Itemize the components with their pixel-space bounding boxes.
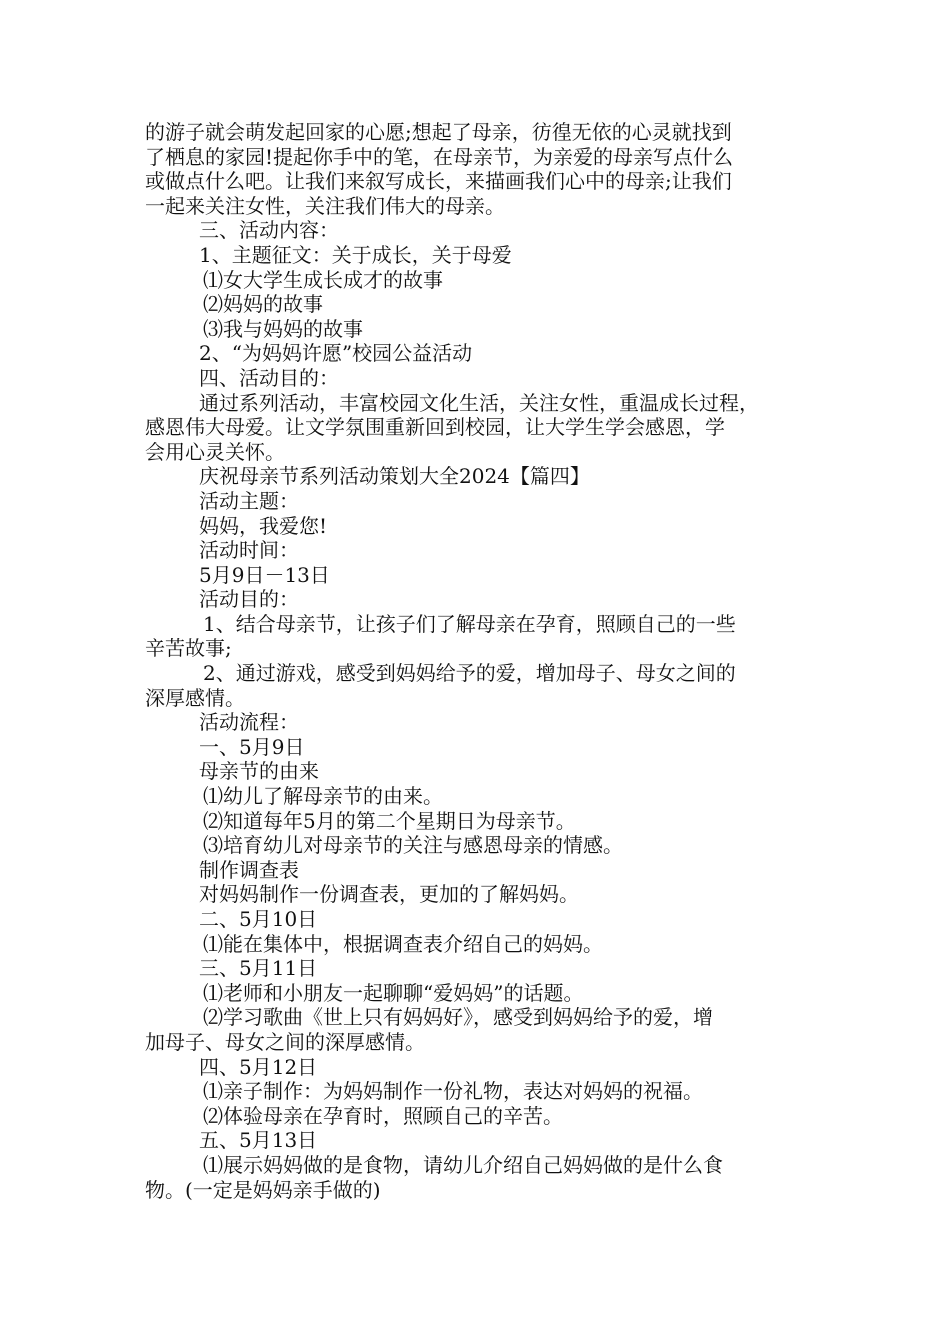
text-line: 物。(一定是妈妈亲手做的) [145,1177,381,1202]
text-line: 妈妈，我爱您! [199,513,328,538]
section-heading: 四、5月12日 [199,1054,318,1079]
section-heading: 三、活动内容： [199,218,339,243]
list-item: ⑵妈妈的故事 [203,292,323,317]
section-heading: 二、5月10日 [199,907,318,931]
text-line: 感恩伟大母爱。让文学氛围重新回到校园，让大学生学会感恩，学 [145,415,725,440]
document-body [145,120,807,1202]
list-item: ⑴能在集体中，根据调查表介绍自己的妈妈。 [203,931,603,956]
section-heading: 三、5月11日 [199,956,318,981]
list-item: ⑴女大学生成长成才的故事 [203,267,443,292]
text-line: 或做点什么吧。让我们来叙写成长，来描画我们心中的母亲;让我们 [145,169,732,194]
list-item: 1、结合母亲节，让孩子们了解母亲在孕育，照顾自己的一些 [203,611,736,636]
text-line: 对妈妈制作一份调查表，更加的了解妈妈。 [199,882,579,907]
list-item: ⑴亲子制作：为妈妈制作一份礼物，表达对妈妈的祝福。 [203,1079,703,1104]
text-line: 了栖息的家园!提起你手中的笔，在母亲节，为亲爱的母亲写点什么 [145,144,734,169]
text-line: 加母子、母女之间的深厚感情。 [145,1029,425,1054]
text-line: 1、主题征文：关于成长，关于母爱 [199,242,512,267]
text-line: 5月9日－13日 [199,562,330,587]
section-heading: 一、5月9日 [199,734,305,759]
section-heading: 五、5月13日 [199,1128,318,1153]
list-item: ⑴幼儿了解母亲节的由来。 [203,784,443,809]
section-heading: 活动流程： [199,710,299,735]
list-item: ⑴老师和小朋友一起聊聊“爱妈妈”的话题。 [203,980,584,1005]
article-title: 庆祝母亲节系列活动策划大全2024【篇四】 [199,464,590,489]
section-heading: 四、活动目的： [199,365,339,390]
text-line: 通过系列活动，丰富校园文化生活，关注女性，重温成长过程， [199,390,759,415]
list-item: ⑵学习歌曲《世上只有妈妈好》，感受到妈妈给予的爱，增 [203,1005,713,1030]
list-item: ⑶我与妈妈的故事 [203,316,363,341]
text-line: 深厚感情。 [145,685,245,710]
list-item: ⑶培育幼儿对母亲节的关注与感恩母亲的情感。 [203,833,623,858]
text-line: 辛苦故事; [145,636,232,661]
text-line: 2、“为妈妈许愿”校园公益活动 [199,341,473,366]
list-item: ⑵体验母亲在孕育时，照顾自己的辛苦。 [203,1103,563,1128]
section-heading: 活动主题： [199,488,299,513]
text-line: 的游子就会萌发起回家的心愿;想起了母亲，彷徨无依的心灵就找到 [145,120,732,144]
section-heading: 活动时间： [199,538,299,563]
list-item: ⑴展示妈妈做的是食物，请幼儿介绍自己妈妈做的是什么食 [203,1152,723,1177]
list-item: ⑵知道每年5月的第二个星期日为母亲节。 [203,808,576,833]
section-heading: 活动目的： [199,587,299,612]
text-line: 会用心灵关怀。 [145,439,285,464]
text-line: 制作调查表 [199,857,299,882]
text-line: 一起来关注女性，关注我们伟大的母亲。 [145,193,505,218]
text-line: 母亲节的由来 [199,759,319,784]
list-item: 2、通过游戏，感受到妈妈给予的爱，增加母子、母女之间的 [203,661,736,686]
